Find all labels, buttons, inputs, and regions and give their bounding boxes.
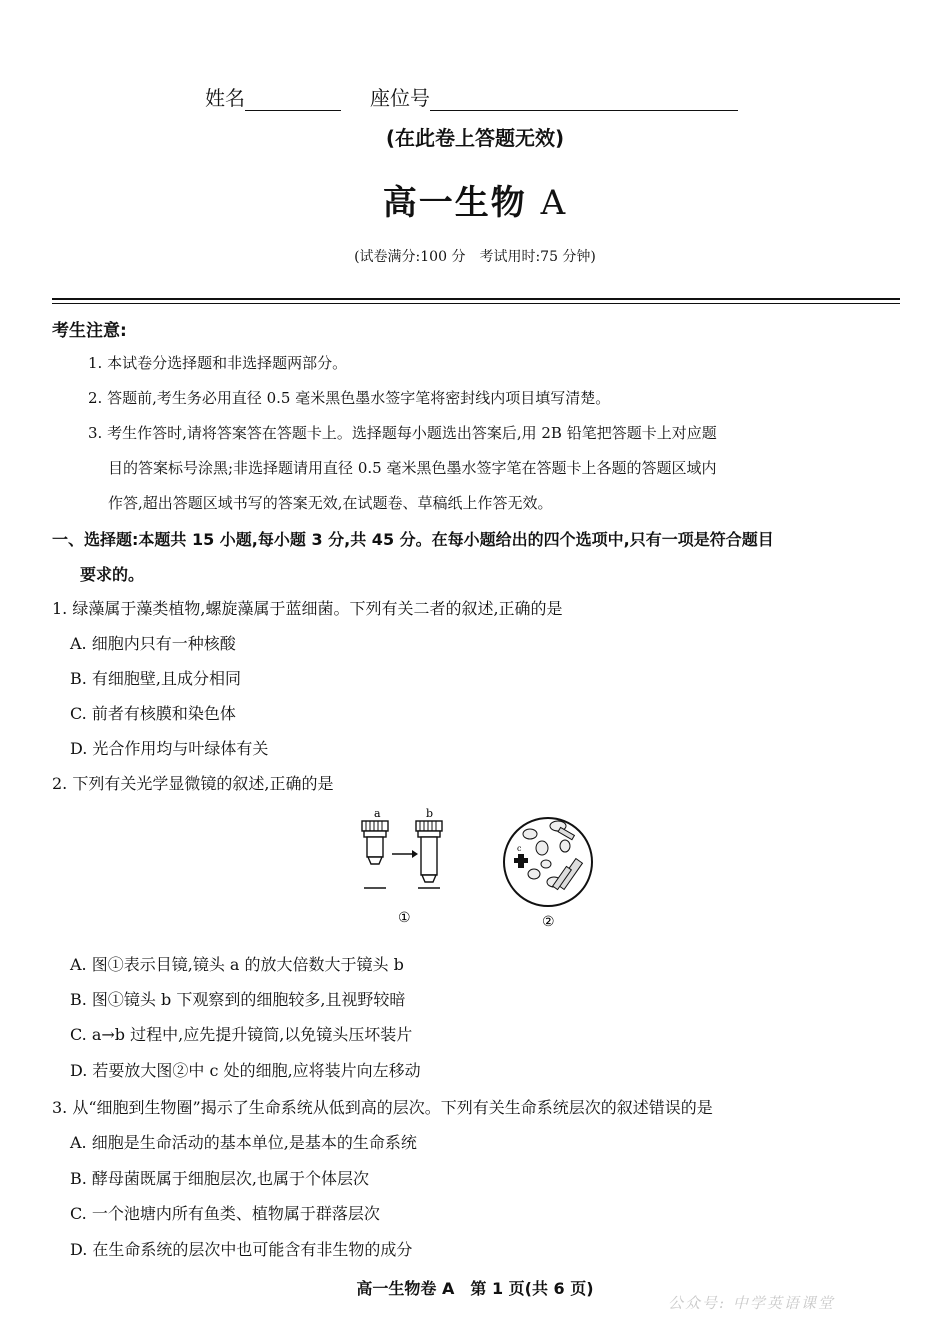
arrow-icon [392, 850, 418, 858]
divider-thick [52, 298, 900, 300]
name-field [205, 82, 341, 111]
lens-a-icon [362, 807, 388, 864]
seat-label: 座位号 [370, 86, 430, 110]
notice-item-3-cont2: 作答,超出答题区域书写的答案无效,在试题卷、草稿纸上作答无效。 [108, 494, 553, 512]
label-b: b [426, 807, 434, 820]
notice-item-2: 2. 答题前,考生务必用直径 0.5 毫米黑色墨水签字笔将密封线内项目填写清楚。 [88, 389, 611, 407]
caption-2: ② [542, 914, 555, 930]
label-a: a [374, 807, 381, 820]
label-c: c [517, 844, 522, 853]
field-of-view-icon [504, 818, 592, 906]
name-label: 姓名 [205, 86, 245, 110]
title-letter: A [540, 183, 568, 223]
divider-thin [52, 303, 900, 304]
notice-item-3-cont: 目的答案标号涂黑;非选择题请用直径 0.5 毫米黑色墨水签字笔在答题卡上各题的答题区域内 [108, 459, 717, 477]
notice-heading: 考生注意: [52, 321, 127, 341]
question-1-option-d: D. 光合作用均与叶绿体有关 [70, 739, 269, 758]
question-3-option-c: C. 一个池塘内所有鱼类、植物属于群落层次 [70, 1204, 380, 1223]
section-heading-cont: 要求的。 [80, 565, 145, 584]
question-1-option-b: B. 有细胞壁,且成分相同 [70, 669, 242, 688]
question-1-stem: 1. 绿藻属于藻类植物,螺旋藻属于蓝细菌。下列有关二者的叙述,正确的是 [52, 599, 563, 618]
microscope-figure [358, 804, 594, 938]
question-3-option-b: B. 酵母菌既属于细胞层次,也属于个体层次 [70, 1169, 370, 1188]
seat-field [370, 82, 738, 111]
exam-meta: (试卷满分:100 分 考试用时:75 分钟) [354, 249, 596, 265]
caption-1: ① [398, 910, 411, 926]
notice-item-3: 3. 考生作答时,请将答案答在答题卡上。选择题每小题选出答案后,用 2B 铅笔把答题卡上对应题 [88, 424, 717, 442]
name-blank [245, 90, 341, 111]
lens-b-icon [416, 807, 442, 882]
question-2-option-d: D. 若要放大图②中 c 处的细胞,应将装片向左移动 [70, 1061, 421, 1080]
notice-item-1: 1. 本试卷分选择题和非选择题两部分。 [88, 354, 348, 372]
question-2-option-c: C. a→b 过程中,应先提升镜筒,以免镜头压坏装片 [70, 1025, 413, 1044]
page-footer: 高一生物卷 A 第 1 页(共 6 页) [356, 1279, 594, 1298]
question-3-stem: 3. 从“细胞到生物圈”揭示了生命系统从低到高的层次。下列有关生命系统层次的叙述错误的是 [52, 1098, 713, 1117]
question-2-option-b: B. 图①镜头 b 下观察到的细胞较多,且视野较暗 [70, 990, 406, 1009]
invalid-note: (在此卷上答题无效) [385, 126, 565, 150]
section-heading: 一、选择题:本题共 15 小题,每小题 3 分,共 45 分。在每小题给出的四个选项中,只有一项是符合题目 [52, 530, 774, 549]
seat-blank [430, 90, 738, 111]
question-3-option-d: D. 在生命系统的层次中也可能含有非生物的成分 [70, 1240, 413, 1259]
page-title [0, 175, 950, 224]
question-2-option-a: A. 图①表示目镜,镜头 a 的放大倍数大于镜头 b [70, 955, 404, 974]
watermark: 公众号: 中学英语课堂 [668, 1294, 835, 1312]
question-1-option-a: A. 细胞内只有一种核酸 [70, 634, 236, 653]
question-1-option-c: C. 前者有核膜和染色体 [70, 704, 236, 723]
title-text: 高一生物 [382, 183, 527, 223]
question-3-option-a: A. 细胞是生命活动的基本单位,是基本的生命系统 [70, 1133, 417, 1152]
question-2-stem: 2. 下列有关光学显微镜的叙述,正确的是 [52, 774, 334, 793]
